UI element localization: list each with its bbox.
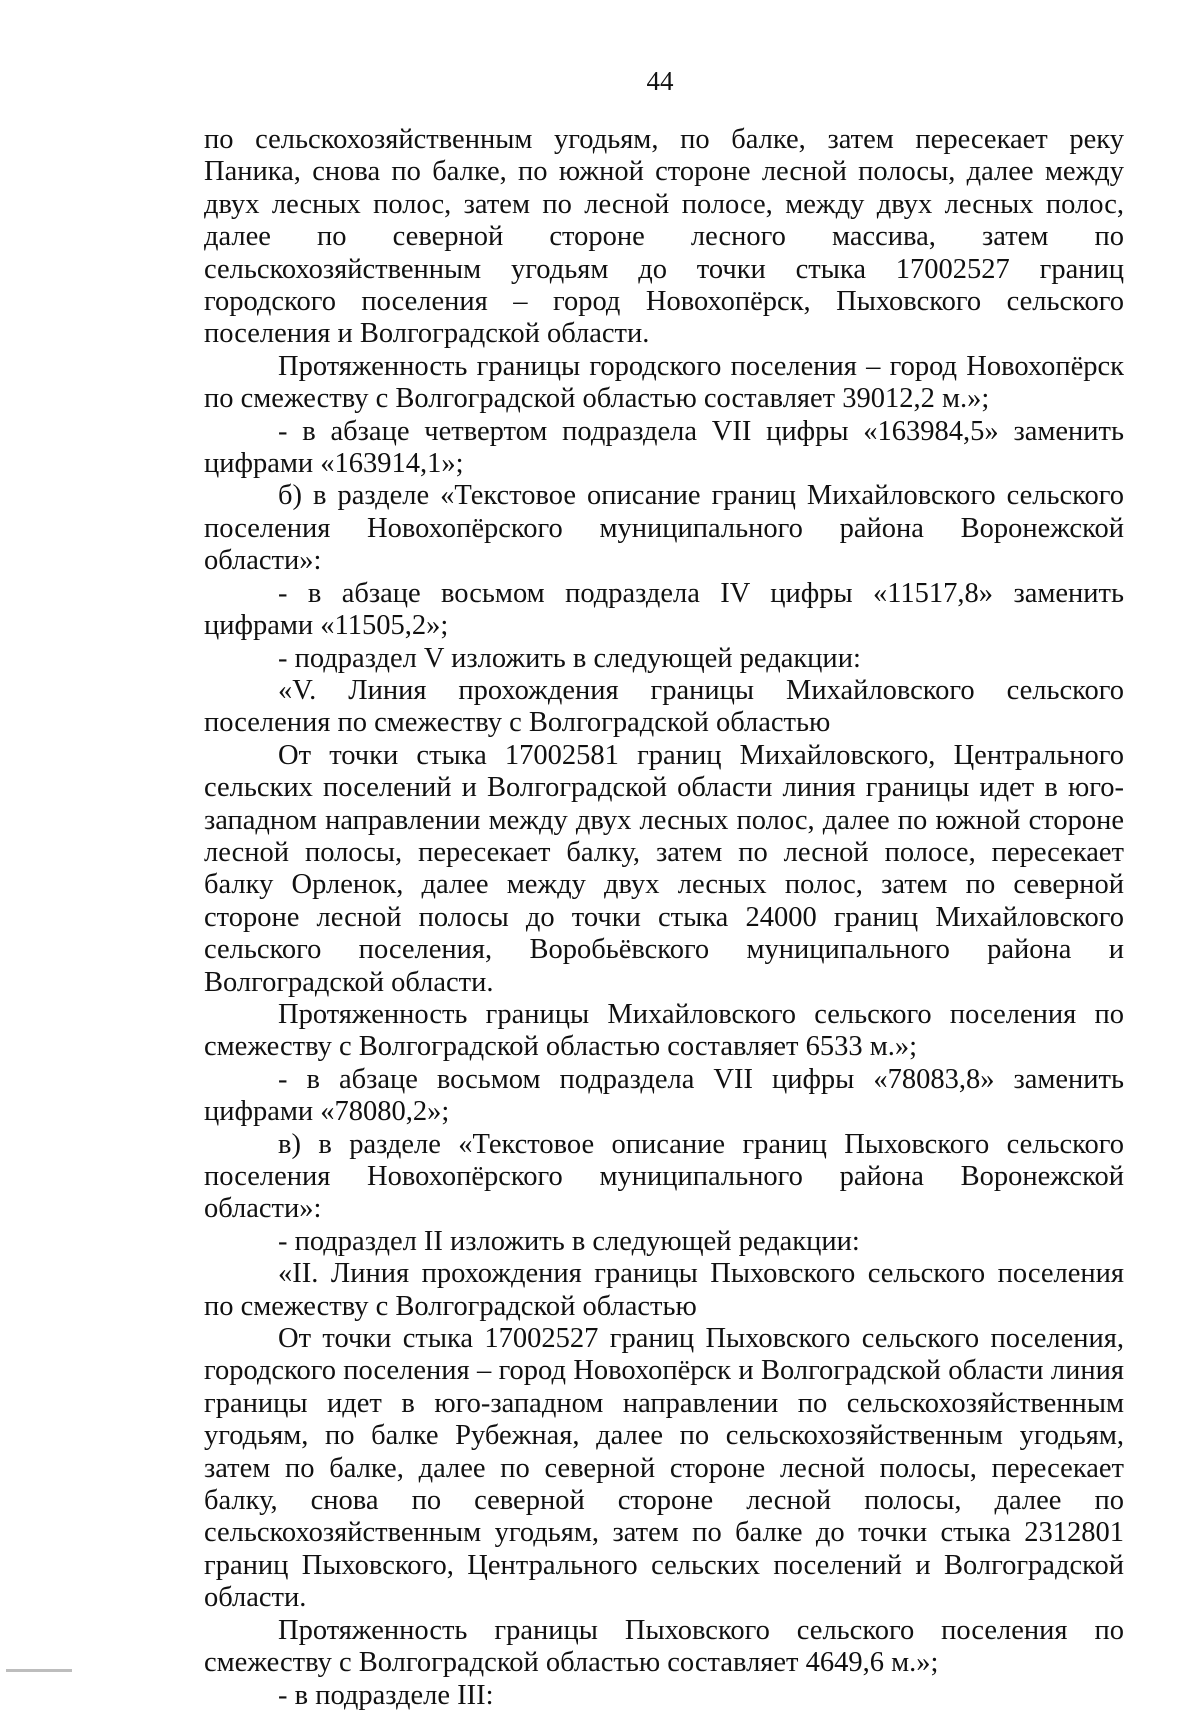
paragraph-length-novokhopyorsk: Протяженность границы городского поселения – город Новохопёрск по смежеству с Волгоградской областью составляет 39012,2 м.»; [204, 350, 1124, 415]
paragraph-amendment-iv: - в абзаце восьмом подраздела IV цифры «11517,8» заменить цифрами «11505,2»; [204, 577, 1124, 642]
paragraph-pykhovskoye-boundary: От точки стыка 17002527 границ Пыховского сельского поселения, городского поселения – город Новохопёрск и Волгоградской области линия границы идет в юго-западном направлении по сельскохозяйственным угодьям, по балке Рубежная, далее по сельскохозяйственным угодьям, затем по балке, далее по северной стороне лесной полосы, пересекает балку, снова по северной стороне лесной полосы, далее по сельскохозяйственным угодьям, затем по балке до точки стыка 2312801 границ Пыховского, Центрального сельских поселений и Волгоградской области. [204, 1323, 1124, 1614]
page-number: 44 [646, 66, 674, 96]
paragraph-mikhailovskoye-boundary: От точки стыка 17002581 границ Михайловского, Центрального сельских поселений и Волгоградской области линия границы идет в юго-западном направлении между двух лесных полос, далее по южной стороне лесной полосы, пересекает балку, затем по лесной полосе, пересекает балку Орленок, далее между двух лесных полос, затем по северной стороне лесной полосы до точки стыка 24000 границ Михайловского сельского поселения, Воробьёвского муниципального района и Волгоградской области. [204, 739, 1124, 998]
paragraph-length-mikhailovskoye: Протяженность границы Михайловского сельского поселения по смежеству с Волгоградской областью составляет 6533 м.»; [204, 998, 1124, 1063]
paragraph-amendment-vii-2: - в абзаце восьмом подраздела VII цифры «78083,8» заменить цифрами «78080,2»; [204, 1063, 1124, 1128]
paragraph-section-v: в) в разделе «Текстовое описание границ Пыховского сельского поселения Новохопёрского муниципального района Воронежской области»: [204, 1128, 1124, 1225]
paragraph-length-pykhovskoye: Протяженность границы Пыховского сельского поселения по смежеству с Волгоградской областью составляет 4649,6 м.»; [204, 1614, 1124, 1679]
paragraph-subsection-v-title: «V. Линия прохождения границы Михайловского сельского поселения по смежеству с Волгоградской областью [204, 674, 1124, 739]
paragraph-subsection-iii: - в подразделе III: [278, 1679, 494, 1711]
paragraph-subsection-ii-title: «II. Линия прохождения границы Пыховского сельского поселения по смежеству с Волгоградской областью [204, 1258, 1124, 1322]
paragraph-subsection-ii-intro: - подраздел II изложить в следующей редакции: [278, 1225, 860, 1257]
scan-edge-mark [6, 1669, 72, 1672]
paragraph-section-b: б) в разделе «Текстовое описание границ Михайловского сельского поселения Новохопёрского муниципального района Воронежской области»: [204, 480, 1124, 577]
paragraph-continuation: по сельскохозяйственным угодьям, по балке, затем пересекает реку Паника, снова по балке, по южной стороне лесной полосы, далее между двух лесных полос, затем по лесной полосе, между двух лесных полос, далее по северной стороне лесного массива, затем по сельскохозяйственным угодьям до точки стыка 17002527 границ городского поселения – город Новохопёрск, Пыховского сельского поселения и Волгоградской области. [204, 124, 1124, 350]
paragraph-subsection-v-intro: - подраздел V изложить в следующей редакции: [278, 642, 861, 674]
document-body [204, 124, 1124, 1712]
paragraph-amendment-vii-1: - в абзаце четвертом подраздела VII цифры «163984,5» заменить цифрами «163914,1»; [204, 415, 1124, 480]
